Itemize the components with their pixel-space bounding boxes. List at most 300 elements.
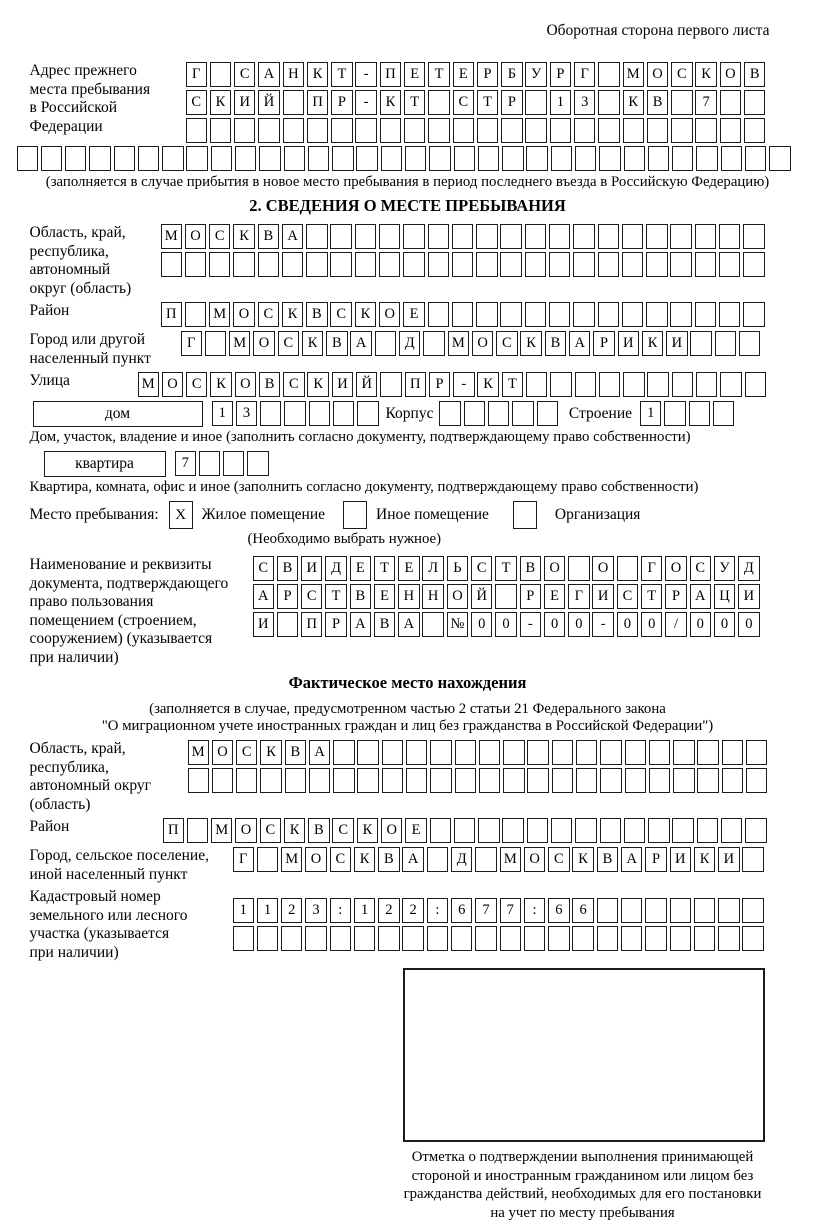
char-cell[interactable]: В: [326, 331, 347, 356]
char-cell[interactable]: С: [453, 90, 474, 115]
char-cell[interactable]: [501, 118, 522, 143]
char-cell[interactable]: Т: [641, 584, 662, 609]
char-cell[interactable]: [695, 118, 716, 143]
char-cell[interactable]: [739, 331, 760, 356]
char-cell[interactable]: Е: [403, 302, 424, 327]
char-cell[interactable]: [186, 118, 207, 143]
char-cell[interactable]: [234, 118, 255, 143]
char-cell[interactable]: [500, 926, 521, 951]
char-cell[interactable]: 2: [402, 898, 423, 923]
char-cell[interactable]: В: [545, 331, 566, 356]
char-cell[interactable]: [379, 224, 400, 249]
char-cell[interactable]: [281, 926, 302, 951]
char-cell[interactable]: [355, 252, 376, 277]
char-cell[interactable]: [720, 372, 741, 397]
char-cell[interactable]: [333, 740, 354, 765]
char-cell[interactable]: [574, 118, 595, 143]
char-cell[interactable]: [455, 740, 476, 765]
raion-row[interactable]: [161, 302, 768, 327]
char-cell[interactable]: Г: [568, 584, 589, 609]
char-cell[interactable]: А: [309, 740, 330, 765]
char-cell[interactable]: [422, 612, 443, 637]
char-cell[interactable]: 3: [236, 401, 257, 426]
prev-address-row-2[interactable]: [186, 90, 769, 115]
char-cell[interactable]: [694, 926, 715, 951]
dom-number-row[interactable]: [212, 401, 382, 426]
char-cell[interactable]: В: [350, 584, 371, 609]
char-cell[interactable]: [259, 146, 280, 171]
char-cell[interactable]: Р: [550, 62, 571, 87]
char-cell[interactable]: [500, 252, 521, 277]
char-cell[interactable]: [599, 372, 620, 397]
char-cell[interactable]: К: [380, 90, 401, 115]
char-cell[interactable]: [598, 118, 619, 143]
char-cell[interactable]: [308, 146, 329, 171]
char-cell[interactable]: [568, 556, 589, 581]
char-cell[interactable]: [89, 146, 110, 171]
char-cell[interactable]: 0: [690, 612, 711, 637]
char-cell[interactable]: О: [162, 372, 183, 397]
char-cell[interactable]: О: [665, 556, 686, 581]
char-cell[interactable]: 1: [354, 898, 375, 923]
char-cell[interactable]: О: [544, 556, 565, 581]
char-cell[interactable]: [576, 740, 597, 765]
char-cell[interactable]: К: [572, 847, 593, 872]
char-cell[interactable]: [330, 252, 351, 277]
char-cell[interactable]: К: [357, 818, 378, 843]
char-cell[interactable]: 6: [572, 898, 593, 923]
char-cell[interactable]: [162, 146, 183, 171]
char-cell[interactable]: С: [186, 90, 207, 115]
char-cell[interactable]: К: [623, 90, 644, 115]
char-cell[interactable]: [670, 302, 691, 327]
char-cell[interactable]: 7: [175, 451, 196, 476]
stroenie-row[interactable]: [640, 401, 737, 426]
char-cell[interactable]: [406, 768, 427, 793]
char-cell[interactable]: [549, 252, 570, 277]
char-cell[interactable]: В: [378, 847, 399, 872]
char-cell[interactable]: [257, 926, 278, 951]
char-cell[interactable]: Р: [429, 372, 450, 397]
char-cell[interactable]: Н: [398, 584, 419, 609]
char-cell[interactable]: [382, 740, 403, 765]
char-cell[interactable]: Р: [665, 584, 686, 609]
char-cell[interactable]: [452, 224, 473, 249]
char-cell[interactable]: [503, 740, 524, 765]
char-cell[interactable]: [527, 740, 548, 765]
char-cell[interactable]: [428, 224, 449, 249]
char-cell[interactable]: С: [260, 818, 281, 843]
char-cell[interactable]: [223, 451, 244, 476]
char-cell[interactable]: А: [253, 584, 274, 609]
factual-oblast-row-2[interactable]: [188, 768, 771, 793]
char-cell[interactable]: [356, 146, 377, 171]
char-cell[interactable]: [405, 146, 426, 171]
char-cell[interactable]: [428, 90, 449, 115]
char-cell[interactable]: О: [253, 331, 274, 356]
dom-box[interactable]: дом: [33, 401, 203, 427]
char-cell[interactable]: В: [597, 847, 618, 872]
char-cell[interactable]: [600, 740, 621, 765]
char-cell[interactable]: [670, 898, 691, 923]
char-cell[interactable]: В: [259, 372, 280, 397]
char-cell[interactable]: [524, 926, 545, 951]
char-cell[interactable]: А: [569, 331, 590, 356]
char-cell[interactable]: С: [278, 331, 299, 356]
char-cell[interactable]: Т: [502, 372, 523, 397]
char-cell[interactable]: [673, 768, 694, 793]
oblast-row-2[interactable]: [161, 252, 768, 277]
char-cell[interactable]: [745, 146, 766, 171]
char-cell[interactable]: Е: [350, 556, 371, 581]
char-cell[interactable]: [573, 302, 594, 327]
char-cell[interactable]: К: [694, 847, 715, 872]
char-cell[interactable]: П: [307, 90, 328, 115]
char-cell[interactable]: Е: [453, 62, 474, 87]
char-cell[interactable]: Т: [374, 556, 395, 581]
char-cell[interactable]: [670, 252, 691, 277]
char-cell[interactable]: [330, 224, 351, 249]
char-cell[interactable]: [209, 252, 230, 277]
char-cell[interactable]: К: [477, 372, 498, 397]
char-cell[interactable]: [526, 372, 547, 397]
char-cell[interactable]: К: [260, 740, 281, 765]
char-cell[interactable]: О: [524, 847, 545, 872]
char-cell[interactable]: О: [212, 740, 233, 765]
char-cell[interactable]: Д: [399, 331, 420, 356]
char-cell[interactable]: [428, 252, 449, 277]
char-cell[interactable]: А: [402, 847, 423, 872]
char-cell[interactable]: Й: [258, 90, 279, 115]
char-cell[interactable]: [721, 818, 742, 843]
char-cell[interactable]: [277, 612, 298, 637]
char-cell[interactable]: В: [647, 90, 668, 115]
char-cell[interactable]: [743, 224, 764, 249]
char-cell[interactable]: [212, 768, 233, 793]
doc-row-3[interactable]: [253, 612, 763, 637]
char-cell[interactable]: А: [350, 331, 371, 356]
char-cell[interactable]: [404, 118, 425, 143]
char-cell[interactable]: Р: [277, 584, 298, 609]
char-cell[interactable]: И: [618, 331, 639, 356]
char-cell[interactable]: К: [284, 818, 305, 843]
char-cell[interactable]: [236, 768, 257, 793]
prev-address-row-3[interactable]: [186, 118, 769, 143]
char-cell[interactable]: [476, 224, 497, 249]
char-cell[interactable]: [646, 302, 667, 327]
char-cell[interactable]: М: [229, 331, 250, 356]
char-cell[interactable]: [645, 926, 666, 951]
char-cell[interactable]: [746, 740, 767, 765]
char-cell[interactable]: -: [520, 612, 541, 637]
char-cell[interactable]: С: [283, 372, 304, 397]
char-cell[interactable]: 2: [378, 898, 399, 923]
char-cell[interactable]: [525, 90, 546, 115]
char-cell[interactable]: [550, 118, 571, 143]
char-cell[interactable]: 0: [641, 612, 662, 637]
char-cell[interactable]: [451, 926, 472, 951]
char-cell[interactable]: [380, 372, 401, 397]
char-cell[interactable]: [479, 768, 500, 793]
char-cell[interactable]: [381, 146, 402, 171]
char-cell[interactable]: [572, 926, 593, 951]
char-cell[interactable]: Е: [398, 556, 419, 581]
char-cell[interactable]: [41, 146, 62, 171]
char-cell[interactable]: П: [301, 612, 322, 637]
char-cell[interactable]: [475, 926, 496, 951]
char-cell[interactable]: [672, 818, 693, 843]
char-cell[interactable]: С: [332, 818, 353, 843]
char-cell[interactable]: Р: [645, 847, 666, 872]
char-cell[interactable]: [205, 331, 226, 356]
char-cell[interactable]: О: [592, 556, 613, 581]
char-cell[interactable]: [715, 331, 736, 356]
char-cell[interactable]: [357, 768, 378, 793]
char-cell[interactable]: -: [355, 62, 376, 87]
char-cell[interactable]: [525, 118, 546, 143]
char-cell[interactable]: [718, 898, 739, 923]
char-cell[interactable]: [649, 740, 670, 765]
char-cell[interactable]: Е: [405, 818, 426, 843]
char-cell[interactable]: [233, 926, 254, 951]
char-cell[interactable]: С: [471, 556, 492, 581]
char-cell[interactable]: [722, 740, 743, 765]
char-cell[interactable]: [526, 146, 547, 171]
char-cell[interactable]: 1: [640, 401, 661, 426]
char-cell[interactable]: [622, 252, 643, 277]
char-cell[interactable]: Н: [283, 62, 304, 87]
char-cell[interactable]: [452, 302, 473, 327]
kvartira-box[interactable]: квартира: [44, 451, 166, 477]
char-cell[interactable]: [720, 90, 741, 115]
char-cell[interactable]: [697, 818, 718, 843]
char-cell[interactable]: В: [520, 556, 541, 581]
char-cell[interactable]: О: [720, 62, 741, 87]
char-cell[interactable]: А: [690, 584, 711, 609]
char-cell[interactable]: [549, 302, 570, 327]
char-cell[interactable]: К: [282, 302, 303, 327]
char-cell[interactable]: [719, 302, 740, 327]
char-cell[interactable]: [598, 224, 619, 249]
char-cell[interactable]: И: [738, 584, 759, 609]
char-cell[interactable]: Р: [593, 331, 614, 356]
char-cell[interactable]: [247, 451, 268, 476]
char-cell[interactable]: И: [301, 556, 322, 581]
char-cell[interactable]: [742, 926, 763, 951]
char-cell[interactable]: К: [210, 372, 231, 397]
char-cell[interactable]: 0: [617, 612, 638, 637]
char-cell[interactable]: [624, 818, 645, 843]
char-cell[interactable]: М: [138, 372, 159, 397]
char-cell[interactable]: [355, 118, 376, 143]
char-cell[interactable]: [551, 818, 572, 843]
char-cell[interactable]: [525, 252, 546, 277]
char-cell[interactable]: М: [209, 302, 230, 327]
doc-row-1[interactable]: [253, 556, 763, 581]
char-cell[interactable]: [696, 372, 717, 397]
char-cell[interactable]: 6: [451, 898, 472, 923]
char-cell[interactable]: [647, 118, 668, 143]
char-cell[interactable]: [502, 818, 523, 843]
char-cell[interactable]: [495, 584, 516, 609]
char-cell[interactable]: С: [301, 584, 322, 609]
char-cell[interactable]: [622, 224, 643, 249]
char-cell[interactable]: [689, 401, 710, 426]
char-cell[interactable]: [357, 401, 378, 426]
char-cell[interactable]: Г: [574, 62, 595, 87]
char-cell[interactable]: [549, 224, 570, 249]
char-cell[interactable]: [527, 768, 548, 793]
char-cell[interactable]: [161, 252, 182, 277]
char-cell[interactable]: [745, 818, 766, 843]
char-cell[interactable]: О: [185, 224, 206, 249]
char-cell[interactable]: 2: [281, 898, 302, 923]
char-cell[interactable]: [598, 90, 619, 115]
char-cell[interactable]: [479, 740, 500, 765]
char-cell[interactable]: В: [744, 62, 765, 87]
char-cell[interactable]: У: [525, 62, 546, 87]
char-cell[interactable]: К: [695, 62, 716, 87]
char-cell[interactable]: [428, 302, 449, 327]
char-cell[interactable]: К: [307, 372, 328, 397]
char-cell[interactable]: [332, 146, 353, 171]
char-cell[interactable]: О: [233, 302, 254, 327]
char-cell[interactable]: [527, 818, 548, 843]
char-cell[interactable]: 1: [212, 401, 233, 426]
char-cell[interactable]: [185, 302, 206, 327]
char-cell[interactable]: И: [332, 372, 353, 397]
char-cell[interactable]: И: [666, 331, 687, 356]
char-cell[interactable]: 3: [574, 90, 595, 115]
char-cell[interactable]: С: [690, 556, 711, 581]
char-cell[interactable]: С: [548, 847, 569, 872]
char-cell[interactable]: [333, 768, 354, 793]
char-cell[interactable]: И: [592, 584, 613, 609]
char-cell[interactable]: С: [186, 372, 207, 397]
char-cell[interactable]: №: [447, 612, 468, 637]
char-cell[interactable]: Е: [374, 584, 395, 609]
char-cell[interactable]: [598, 62, 619, 87]
char-cell[interactable]: П: [161, 302, 182, 327]
char-cell[interactable]: :: [330, 898, 351, 923]
char-cell[interactable]: [455, 768, 476, 793]
char-cell[interactable]: [537, 401, 558, 426]
char-cell[interactable]: [645, 898, 666, 923]
char-cell[interactable]: 7: [695, 90, 716, 115]
char-cell[interactable]: К: [307, 62, 328, 87]
char-cell[interactable]: [575, 146, 596, 171]
char-cell[interactable]: О: [647, 62, 668, 87]
char-cell[interactable]: П: [163, 818, 184, 843]
char-cell[interactable]: В: [374, 612, 395, 637]
char-cell[interactable]: С: [234, 62, 255, 87]
char-cell[interactable]: [744, 118, 765, 143]
char-cell[interactable]: [552, 768, 573, 793]
char-cell[interactable]: [697, 740, 718, 765]
char-cell[interactable]: [477, 118, 498, 143]
char-cell[interactable]: А: [621, 847, 642, 872]
char-cell[interactable]: [357, 740, 378, 765]
char-cell[interactable]: [331, 118, 352, 143]
char-cell[interactable]: [464, 401, 485, 426]
char-cell[interactable]: Д: [738, 556, 759, 581]
char-cell[interactable]: [503, 768, 524, 793]
char-cell[interactable]: [600, 768, 621, 793]
char-cell[interactable]: [617, 556, 638, 581]
char-cell[interactable]: В: [306, 302, 327, 327]
char-cell[interactable]: [746, 768, 767, 793]
kvartira-row[interactable]: [175, 451, 272, 476]
char-cell[interactable]: С: [258, 302, 279, 327]
char-cell[interactable]: [719, 252, 740, 277]
char-cell[interactable]: [597, 926, 618, 951]
char-cell[interactable]: П: [380, 62, 401, 87]
char-cell[interactable]: Г: [233, 847, 254, 872]
char-cell[interactable]: [598, 302, 619, 327]
char-cell[interactable]: [670, 224, 691, 249]
char-cell[interactable]: [625, 740, 646, 765]
char-cell[interactable]: [428, 118, 449, 143]
prev-address-row-4[interactable]: [17, 146, 799, 171]
char-cell[interactable]: Р: [520, 584, 541, 609]
char-cell[interactable]: А: [350, 612, 371, 637]
char-cell[interactable]: 6: [548, 898, 569, 923]
char-cell[interactable]: [721, 146, 742, 171]
char-cell[interactable]: [695, 252, 716, 277]
char-cell[interactable]: 1: [233, 898, 254, 923]
char-cell[interactable]: [719, 224, 740, 249]
char-cell[interactable]: [17, 146, 38, 171]
char-cell[interactable]: [138, 146, 159, 171]
char-cell[interactable]: М: [211, 818, 232, 843]
inoe-checkbox[interactable]: [343, 501, 367, 529]
char-cell[interactable]: [423, 331, 444, 356]
char-cell[interactable]: О: [235, 372, 256, 397]
char-cell[interactable]: [745, 372, 766, 397]
char-cell[interactable]: П: [405, 372, 426, 397]
char-cell[interactable]: [430, 818, 451, 843]
char-cell[interactable]: О: [472, 331, 493, 356]
char-cell[interactable]: Т: [404, 90, 425, 115]
factual-raion-row[interactable]: [163, 818, 770, 843]
char-cell[interactable]: [260, 401, 281, 426]
char-cell[interactable]: 0: [568, 612, 589, 637]
char-cell[interactable]: [375, 331, 396, 356]
factual-gorod-row[interactable]: [233, 847, 767, 872]
char-cell[interactable]: А: [258, 62, 279, 87]
char-cell[interactable]: 3: [305, 898, 326, 923]
char-cell[interactable]: С: [671, 62, 692, 87]
char-cell[interactable]: В: [308, 818, 329, 843]
char-cell[interactable]: [597, 898, 618, 923]
char-cell[interactable]: [525, 224, 546, 249]
char-cell[interactable]: М: [448, 331, 469, 356]
char-cell[interactable]: [743, 302, 764, 327]
char-cell[interactable]: [185, 252, 206, 277]
char-cell[interactable]: 0: [738, 612, 759, 637]
char-cell[interactable]: О: [379, 302, 400, 327]
char-cell[interactable]: [695, 302, 716, 327]
char-cell[interactable]: К: [520, 331, 541, 356]
char-cell[interactable]: [575, 818, 596, 843]
char-cell[interactable]: [478, 818, 499, 843]
char-cell[interactable]: Д: [451, 847, 472, 872]
char-cell[interactable]: [718, 926, 739, 951]
char-cell[interactable]: Й: [356, 372, 377, 397]
char-cell[interactable]: Е: [544, 584, 565, 609]
char-cell[interactable]: И: [670, 847, 691, 872]
char-cell[interactable]: [478, 146, 499, 171]
